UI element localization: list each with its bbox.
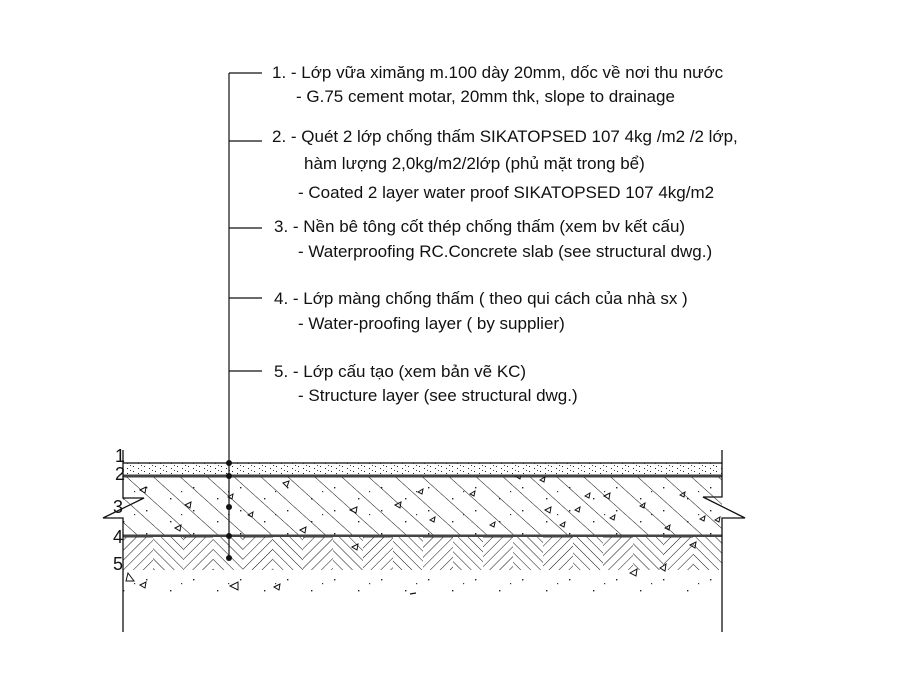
- layer-1-screed: [123, 463, 722, 476]
- note-2-line-3: - Coated 2 layer water proof SIKATOPSED 107 4kg/m2: [298, 183, 715, 202]
- note-1-line-1: 1. - Lớp vữa ximăng m.100 dày 20mm, dốc về nơi thu nước: [272, 63, 724, 82]
- layer-marker-3: 3: [113, 497, 124, 517]
- layer-5-structure: [123, 537, 723, 600]
- layer-marker-4: 4: [113, 527, 124, 547]
- note-4-line-1: 4. - Lớp màng chống thấm ( theo qui cách của nhà sx ): [274, 289, 688, 308]
- note-5-line-2: - Structure layer (see structural dwg.): [298, 386, 578, 405]
- note-4-line-2: - Water-proofing layer ( by supplier): [298, 314, 565, 333]
- layer-3-rc-slab: [123, 473, 722, 536]
- note-2-line-2: hàm lượng 2,0kg/m2/2lớp (phủ mặt trong bể): [304, 154, 645, 173]
- layer-marker-1: 1: [115, 446, 126, 466]
- note-5-line-1: 5. - Lớp cấu tạo (xem bản vẽ KC): [274, 362, 527, 381]
- note-1-line-2: - G.75 cement motar, 20mm thk, slope to drainage: [296, 87, 675, 106]
- note-3-line-1: 3. - Nền bê tông cốt thép chống thấm (xem bv kết cấu): [274, 217, 686, 236]
- note-3-line-2: - Waterproofing RC.Concrete slab (see structural dwg.): [298, 242, 713, 261]
- note-2-line-1: 2. - Quét 2 lớp chống thấm SIKATOPSED 107 4kg /m2 /2 lớp,: [272, 127, 738, 146]
- layer-marker-5: 5: [113, 554, 124, 574]
- layer-marker-2: 2: [115, 464, 126, 484]
